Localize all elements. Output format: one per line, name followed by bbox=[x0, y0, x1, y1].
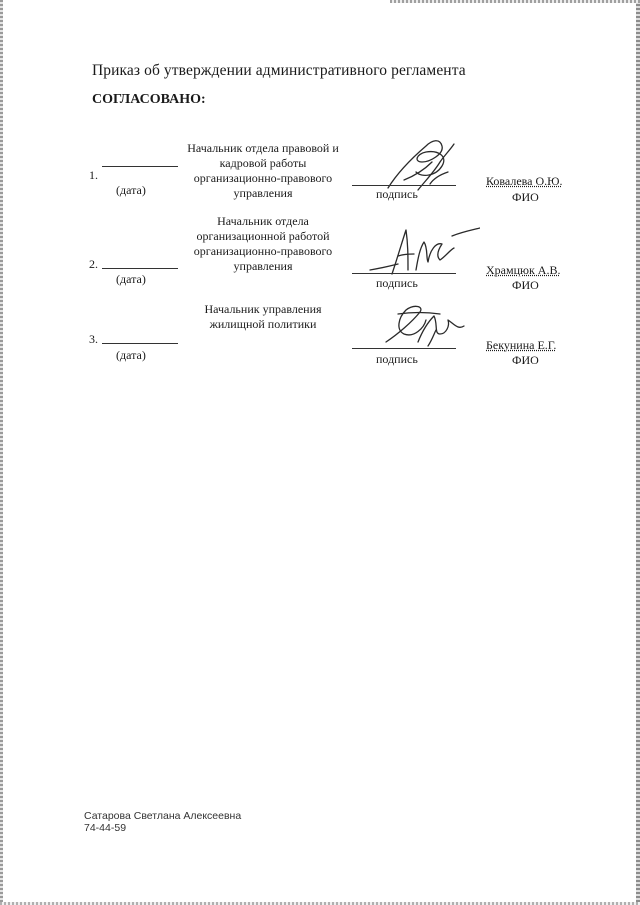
approval-heading: СОГЛАСОВАНО: bbox=[92, 92, 206, 107]
row-number: 2. bbox=[89, 257, 98, 271]
scan-edge-left bbox=[0, 0, 3, 905]
signature-caption: подпись bbox=[376, 352, 418, 366]
approver-name: Храмцюк А.В. bbox=[486, 263, 561, 277]
executor-phone: 74-44-59 bbox=[84, 822, 127, 834]
signature-caption: подпись bbox=[376, 187, 418, 201]
name-caption: ФИО bbox=[512, 190, 539, 204]
executor-name: Сатарова Светлана Алексеевна bbox=[84, 810, 242, 822]
approval-row-3 bbox=[0, 300, 640, 390]
row-number: 1. bbox=[89, 168, 98, 182]
signature-line bbox=[352, 348, 456, 349]
approval-row-2 bbox=[0, 212, 640, 302]
date-caption: (дата) bbox=[116, 272, 146, 286]
signature-1 bbox=[368, 132, 480, 192]
document-title: Приказ об утверждении административного регламента bbox=[92, 62, 466, 79]
signature-line bbox=[352, 273, 456, 274]
approver-position: Начальник управления жилищной политики bbox=[204, 302, 322, 331]
approver-name: Ковалева О.Ю. bbox=[486, 174, 563, 188]
scan-edge-top bbox=[390, 0, 640, 3]
date-caption: (дата) bbox=[116, 183, 146, 197]
row-number: 3. bbox=[89, 332, 98, 346]
signature-3 bbox=[368, 294, 480, 354]
approver-position: Начальник отдела организационной работой организационно-правового управления bbox=[193, 214, 333, 273]
approver-position: Начальник отдела правовой и кадровой работы организационно-правового управления bbox=[187, 141, 339, 200]
signature-caption: подпись bbox=[376, 276, 418, 290]
approver-name: Бекунина Е.Г. bbox=[486, 338, 557, 352]
date-line bbox=[102, 268, 178, 269]
signature-line bbox=[352, 185, 456, 186]
date-caption: (дата) bbox=[116, 348, 146, 362]
date-line bbox=[102, 166, 178, 167]
scan-edge-right bbox=[636, 0, 640, 905]
date-line bbox=[102, 343, 178, 344]
name-caption: ФИО bbox=[512, 353, 539, 367]
name-caption: ФИО bbox=[512, 278, 539, 292]
executor-block bbox=[84, 810, 241, 834]
